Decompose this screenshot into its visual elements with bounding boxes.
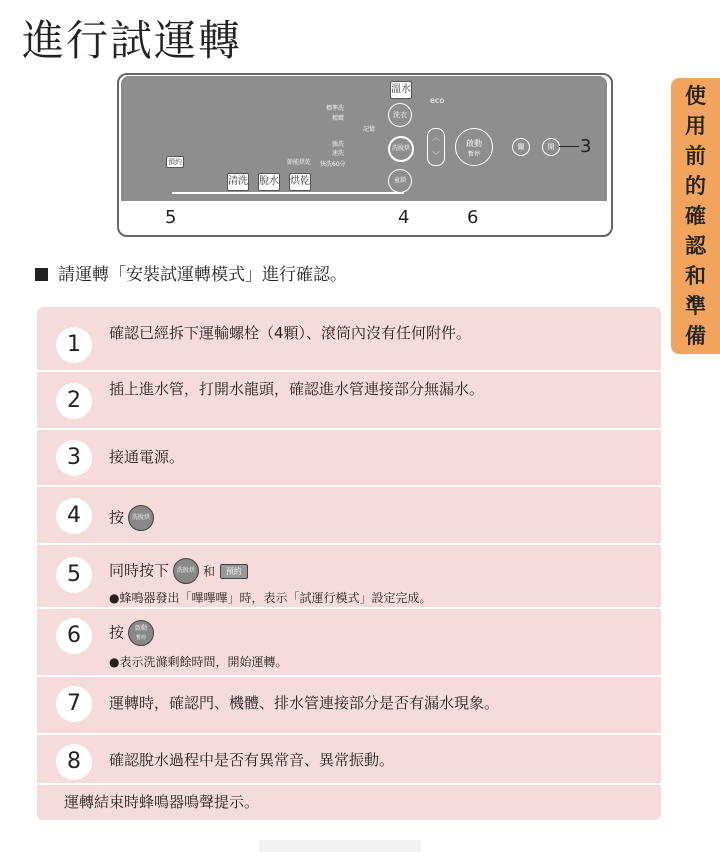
panel-label: 強洗 [332,141,345,148]
wash-dry-button: 洗脫烘 [388,136,414,162]
callout-line-5-4 [172,192,404,194]
side-tab-char: 認 [685,234,706,258]
step-row [37,307,661,372]
dry-button: 烘乾 [289,173,311,191]
page-bottom-bar [259,840,421,852]
instruction [35,260,347,285]
panel-label: 速洗 [332,150,345,157]
step-number: 3 [56,440,92,476]
step-row [37,485,661,545]
wash-dry-button-icon: 洗脫烘 [173,558,199,584]
reserve-button-icon: 預約 [220,564,248,579]
and-text: 和 [203,564,216,579]
callout-4: 4 [398,207,410,228]
wash-dry-button-icon: 洗脫烘 [128,505,154,531]
side-tab-char: 準 [685,294,706,318]
step-note: ●表示洗滌剩餘時間，開始運轉。 [109,655,288,669]
step-text: 接通電源。 [109,448,185,466]
panel-label: 標準洗 [326,105,345,112]
pause-label: 暫停 [467,151,480,158]
step-number: 5 [56,557,92,593]
control-panel-illustration [121,76,607,201]
power-on-button: 開 [542,138,560,156]
panel-label: 精緻 [332,115,345,122]
step-text [109,505,158,531]
steps-box [37,307,661,820]
side-tab-char: 和 [685,264,706,288]
step-text-part: 按 [109,508,125,527]
panel-label: 快洗60分 [320,161,346,168]
step-row [37,428,661,487]
memory-label: 記憶 [363,126,376,133]
rinse-button: 脫水 [258,173,280,191]
footer-note: 運轉結束時蜂鳴器鳴聲提示。 [64,793,260,811]
arrow-buttons: ︿ ﹀ [427,128,445,166]
warm-water-button: 溫水 [390,81,412,99]
side-tab-char: 確 [685,204,706,228]
step-text: 確認已經拆下運輸螺栓（4顆）、滾筒內沒有任何附件。 [109,324,472,342]
step-text [109,558,248,584]
eco-label: eco [430,96,445,105]
start-pause-button-icon [128,620,154,646]
step-text: 插上進水管，打開水龍頭，確認進水管連接部分無漏水。 [109,380,485,398]
step-row [37,733,661,785]
step-text: 確認脫水過程中是否有異常音、異常振動。 [109,751,395,769]
bullet-square-icon [35,268,48,281]
clean-button: 清洗 [227,173,249,191]
start-label: 啟動 [466,139,482,148]
side-chapter-tab [671,78,720,354]
page-title: 進行試運轉 [22,16,243,65]
callout-6: 6 [467,207,479,228]
side-tab-char: 前 [685,144,706,168]
step-text-part: 按 [109,623,125,642]
step-row [37,607,661,677]
panel-label: 節能烘乾 [287,159,312,166]
step-number: 1 [56,327,92,363]
step-text: 運轉時，確認門、機體、排水管連接部分是否有漏水現象。 [109,694,500,712]
step-number: 2 [56,383,92,419]
side-tab-char: 使 [685,84,706,108]
side-tab-char: 的 [685,174,706,198]
step-row [37,370,661,430]
instruction-text: 請運轉「安裝試運轉模式」進行確認。 [58,265,347,285]
side-tab-char: 用 [685,114,706,138]
power-off-button: 關 [512,138,530,156]
side-tab-char: 備 [685,324,706,348]
pause-label: 暫停 [136,635,147,641]
step-row [37,675,661,735]
step-row [37,543,661,609]
step-note: ●蜂鳴器發出「嗶嗶嗶」時，表示「試運行模式」設定完成。 [109,591,432,605]
start-pause-button [455,128,493,166]
reserve-button: 預約 [168,158,182,166]
step-text [109,620,158,646]
callout-line-3 [559,146,579,147]
callout-3: 3 [580,136,592,157]
wash-button: 洗衣 [388,103,412,127]
start-label: 啟動 [135,625,148,632]
step-text-part: 同時按下 [109,561,170,580]
step-number: 6 [56,618,92,654]
step-number: 4 [56,498,92,534]
lock-button: 童鎖 [388,169,412,193]
step-number: 8 [56,744,92,780]
step-number: 7 [56,686,92,722]
callout-5: 5 [165,207,177,228]
